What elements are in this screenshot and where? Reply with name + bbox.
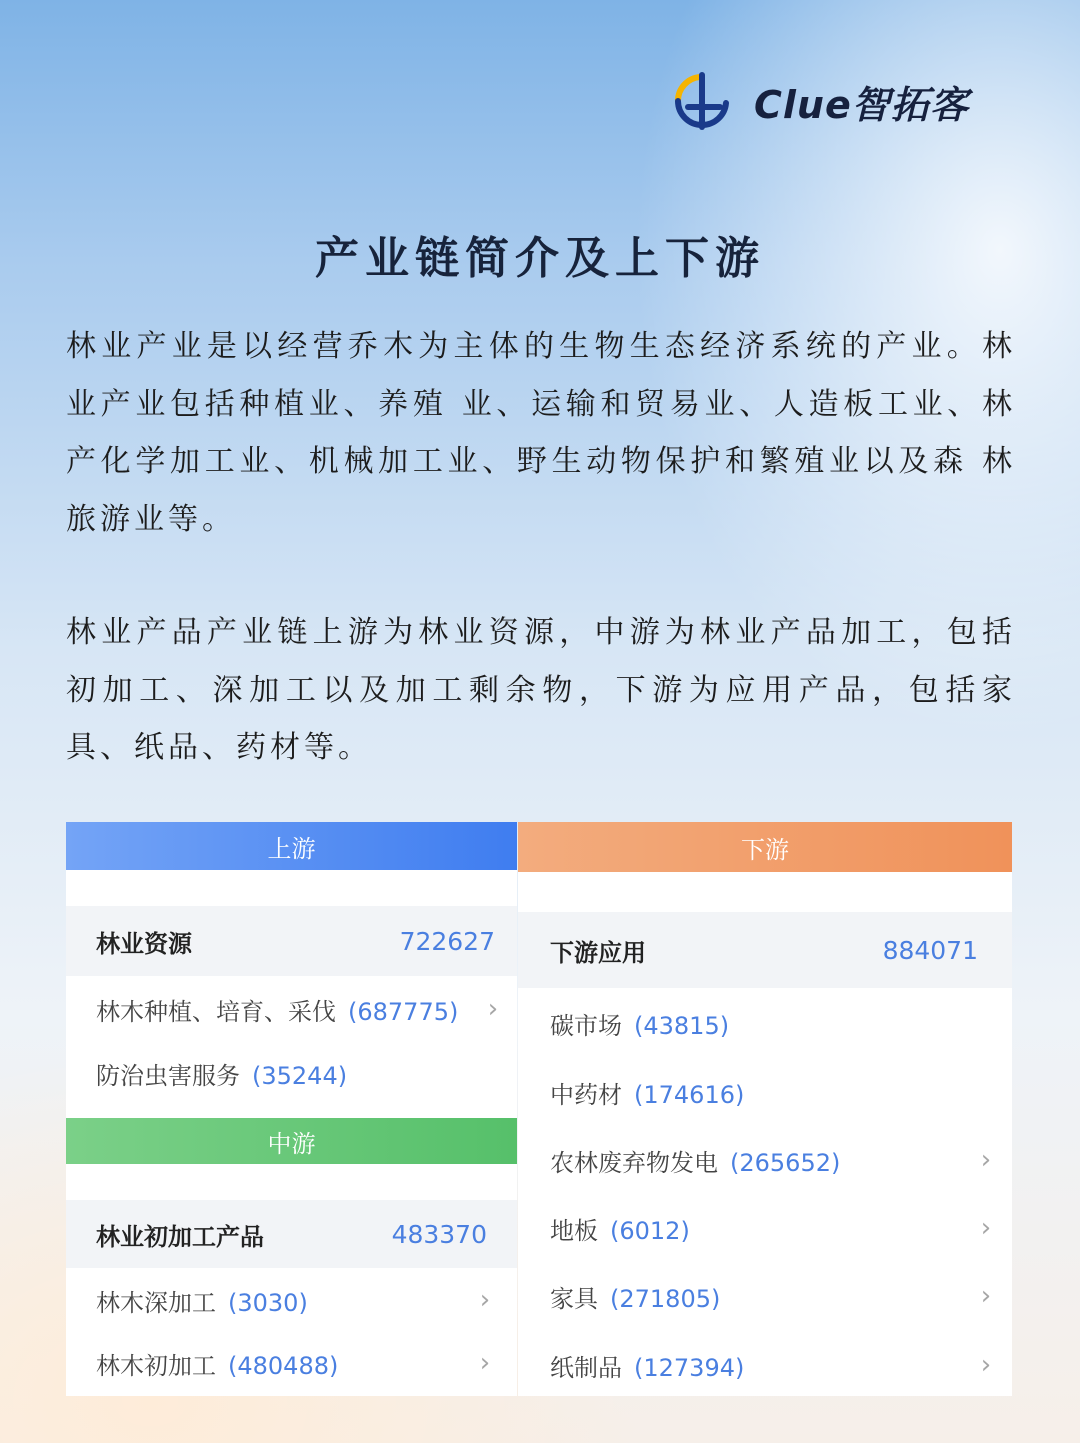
- item-count: (3030): [228, 1288, 308, 1317]
- item-name: 农林废弃物发电: [550, 1148, 718, 1177]
- item-name: 林木初加工: [96, 1351, 216, 1380]
- item-count: (174616): [634, 1080, 745, 1109]
- chevron-right-icon: ›: [980, 1281, 992, 1311]
- intro-paragraph-2: 林业产品产业链上游为林业资源，中游为林业产品加工，包括初加工、深加工以及加工剩余物，下游为应用产品，包括家具、纸品、药材等。: [66, 615, 1016, 765]
- intro-paragraph-1: 林业产业是以经营乔木为主体的生物生态经济系统的产业。林业产业包括种植业、养殖 业、运输和贸易业、人造板工业、林产化学加工业、机械加工业、野生动物保护和繁殖业以及森 林旅游业等。: [66, 329, 1016, 537]
- downstream-group-count: 884071: [882, 935, 978, 965]
- item-count: (271805): [610, 1284, 721, 1313]
- upstream-label: 上游: [267, 834, 316, 863]
- spacer: [66, 1104, 517, 1118]
- item-name: 中药材: [550, 1080, 622, 1109]
- downstream-label: 下游: [741, 835, 789, 864]
- downstream-panel: [518, 822, 1012, 1396]
- item-name: 家具: [550, 1284, 598, 1313]
- item-name: 林木种植、培育、采伐: [96, 997, 336, 1026]
- item-count: (265652): [730, 1148, 841, 1177]
- list-item[interactable]: [66, 1332, 517, 1394]
- list-item[interactable]: [66, 976, 517, 1042]
- brand-name: Clue智拓客: [754, 82, 969, 127]
- spacer: [518, 872, 1012, 912]
- upstream-group-name: 林业资源: [96, 929, 192, 958]
- chevron-right-icon: ›: [479, 1348, 491, 1378]
- midstream-group-name: 林业初加工产品: [96, 1222, 264, 1251]
- list-item[interactable]: [518, 1262, 1012, 1330]
- chevron-right-icon: ›: [980, 1213, 992, 1243]
- midstream-label: 中游: [267, 1129, 316, 1158]
- item-count: (687775): [348, 997, 459, 1026]
- list-item[interactable]: [66, 1042, 517, 1104]
- item-name: 地板: [550, 1216, 598, 1245]
- chevron-right-icon: ›: [980, 1350, 992, 1380]
- chevron-right-icon: ›: [487, 994, 499, 1024]
- list-item[interactable]: [518, 988, 1012, 1058]
- item-count: (6012): [610, 1216, 690, 1245]
- item-name: 防治虫害服务: [96, 1061, 240, 1090]
- list-item[interactable]: [66, 1268, 517, 1332]
- item-name: 碳市场: [550, 1011, 622, 1040]
- midstream-group-row[interactable]: [66, 1200, 517, 1268]
- list-item[interactable]: [518, 1194, 1012, 1262]
- upstream-header: [66, 822, 517, 870]
- list-item[interactable]: [518, 1126, 1012, 1194]
- list-item[interactable]: [518, 1058, 1012, 1126]
- downstream-header: [518, 822, 1012, 872]
- item-name: 林木深加工: [96, 1288, 216, 1317]
- item-count: (35244): [252, 1061, 348, 1090]
- item-count: (480488): [228, 1351, 339, 1380]
- item-name: 纸制品: [550, 1353, 622, 1382]
- item-count: (127394): [634, 1353, 745, 1382]
- upstream-midstream-panel: [66, 822, 517, 1396]
- chevron-right-icon: ›: [980, 1145, 992, 1175]
- clue-logo-icon: [670, 69, 734, 133]
- page-title: 产业链简介及上下游: [315, 233, 765, 284]
- midstream-group-count: 483370: [391, 1219, 487, 1249]
- chevron-right-icon: ›: [479, 1285, 491, 1315]
- item-count: (43815): [634, 1011, 730, 1040]
- upstream-group-count: 722627: [399, 926, 495, 956]
- downstream-group-row[interactable]: [518, 912, 1012, 988]
- midstream-header: [66, 1118, 517, 1164]
- brand-logo: [670, 66, 969, 136]
- upstream-group-row[interactable]: [66, 906, 517, 976]
- list-item[interactable]: [518, 1330, 1012, 1400]
- spacer: [66, 1164, 517, 1200]
- spacer: [66, 870, 517, 906]
- downstream-group-name: 下游应用: [550, 938, 646, 967]
